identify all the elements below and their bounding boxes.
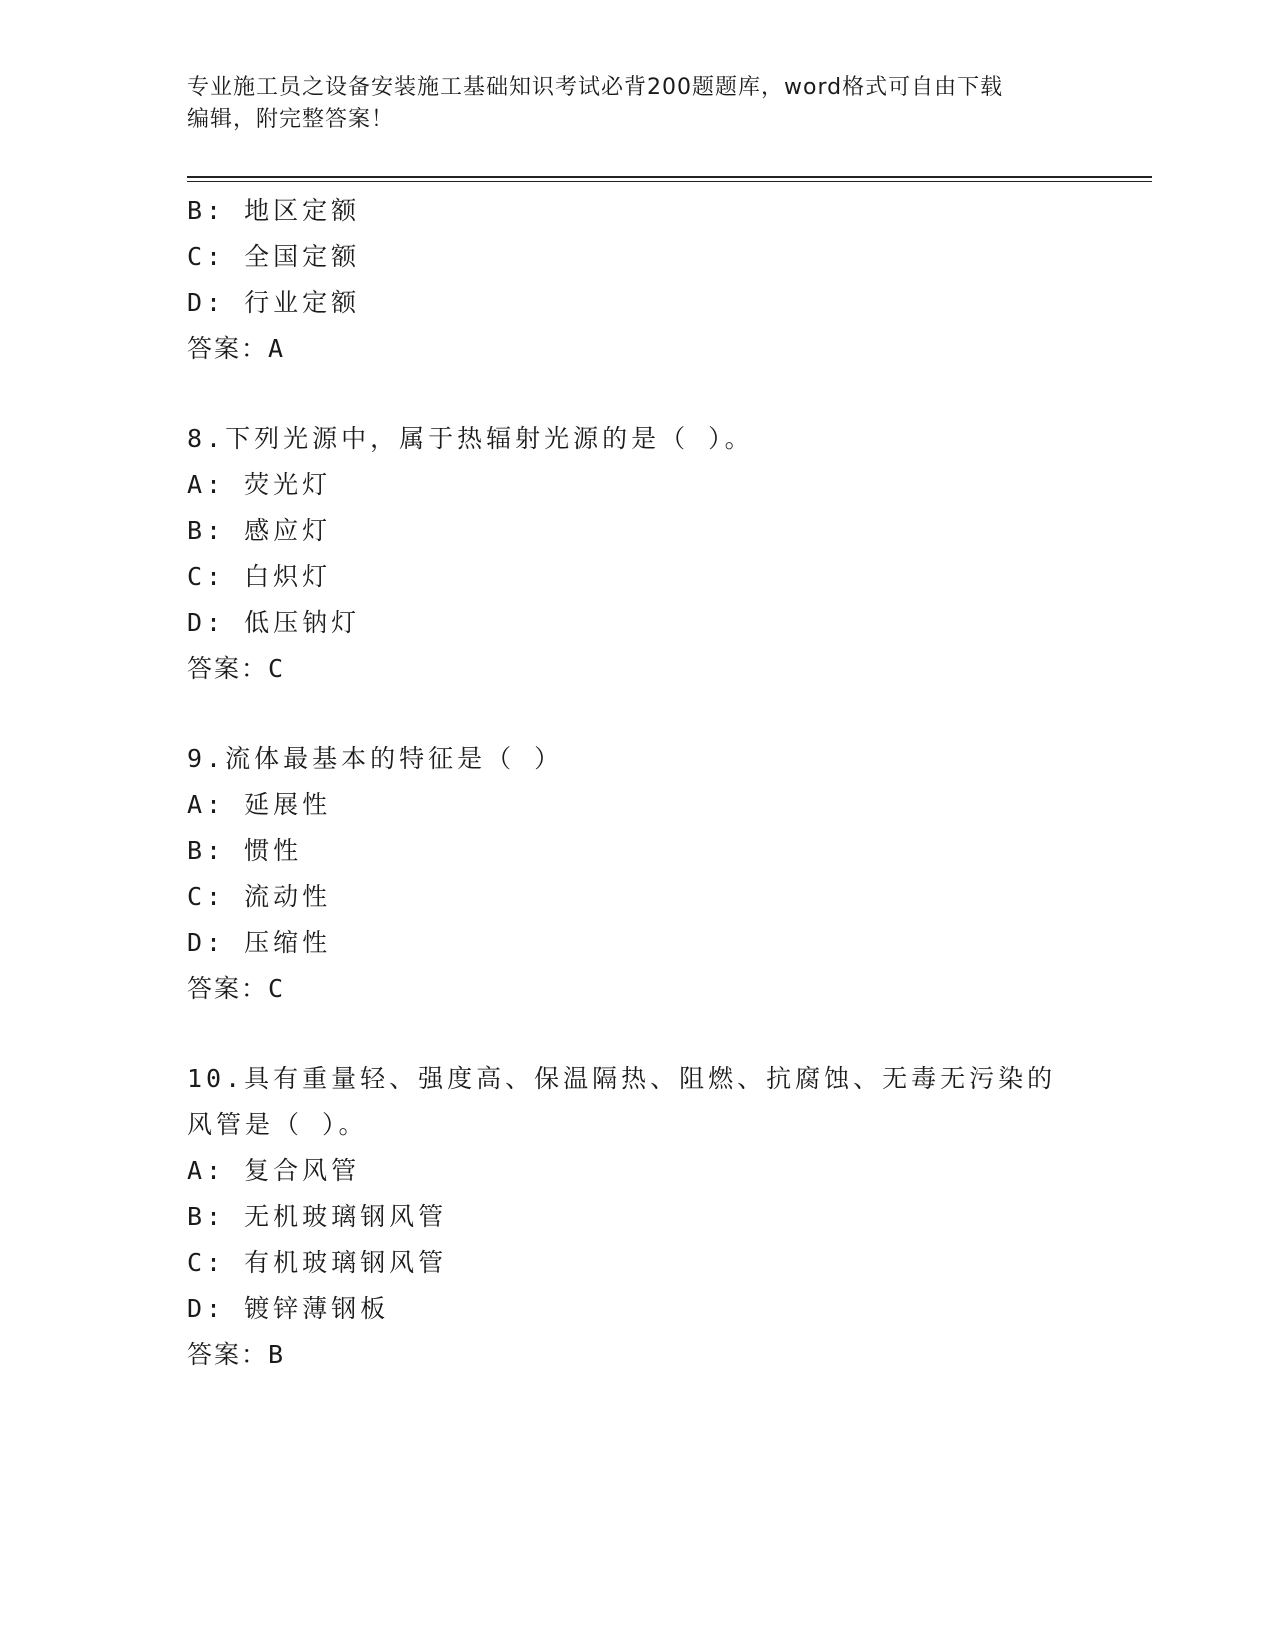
answer-label: 答案： bbox=[187, 654, 269, 683]
answer-label: 答案： bbox=[187, 974, 269, 1003]
question-stem: 10.具有重量轻、强度高、保温隔热、阻燃、抗腐蚀、无毒无污染的风管是（ ）。 bbox=[187, 1064, 1057, 1139]
answer-value: A bbox=[268, 334, 286, 363]
document-header bbox=[187, 72, 1067, 136]
answer-label: 答案： bbox=[187, 334, 269, 363]
question-10 bbox=[187, 1056, 1087, 1378]
option-b: B: 惯性 bbox=[187, 836, 303, 865]
question-stem: 8.下列光源中，属于热辐射光源的是（ ）。 bbox=[187, 424, 754, 453]
option-c: C: 流动性 bbox=[187, 882, 332, 911]
option-a: A: 荧光灯 bbox=[187, 470, 332, 499]
answer-label: 答案： bbox=[187, 1340, 269, 1369]
header-divider-thin bbox=[187, 181, 1152, 182]
option-c: C: 全国定额 bbox=[187, 242, 361, 271]
option-a: A: 延展性 bbox=[187, 790, 332, 819]
answer-line bbox=[187, 326, 1087, 372]
answer-value: C bbox=[268, 654, 286, 683]
question-9 bbox=[187, 736, 1087, 1012]
answer-line bbox=[187, 646, 1087, 692]
option-d: D: 压缩性 bbox=[187, 928, 332, 957]
option-d: D: 行业定额 bbox=[187, 288, 361, 317]
question-list bbox=[187, 188, 1087, 1422]
answer-value: B bbox=[268, 1340, 286, 1369]
answer-line bbox=[187, 966, 1087, 1012]
option-a: A: 复合风管 bbox=[187, 1156, 361, 1185]
option-b: B: 地区定额 bbox=[187, 196, 361, 225]
answer-line bbox=[187, 1332, 1087, 1378]
question-stem: 9.流体最基本的特征是（ ） bbox=[187, 744, 564, 773]
option-b: B: 感应灯 bbox=[187, 516, 332, 545]
option-c: C: 白炽灯 bbox=[187, 562, 332, 591]
question-8 bbox=[187, 416, 1087, 692]
question-7-tail bbox=[187, 188, 1087, 372]
option-c: C: 有机玻璃钢风管 bbox=[187, 1248, 448, 1277]
answer-value: C bbox=[268, 974, 286, 1003]
header-divider bbox=[187, 176, 1152, 178]
header-line-2: 编辑，附完整答案！ bbox=[187, 107, 395, 132]
option-b: B: 无机玻璃钢风管 bbox=[187, 1202, 448, 1231]
header-line-1: 专业施工员之设备安装施工基础知识考试必背200题题库，word格式可自由下载 bbox=[187, 75, 1004, 100]
option-d: D: 低压钠灯 bbox=[187, 608, 361, 637]
option-d: D: 镀锌薄钢板 bbox=[187, 1294, 390, 1323]
